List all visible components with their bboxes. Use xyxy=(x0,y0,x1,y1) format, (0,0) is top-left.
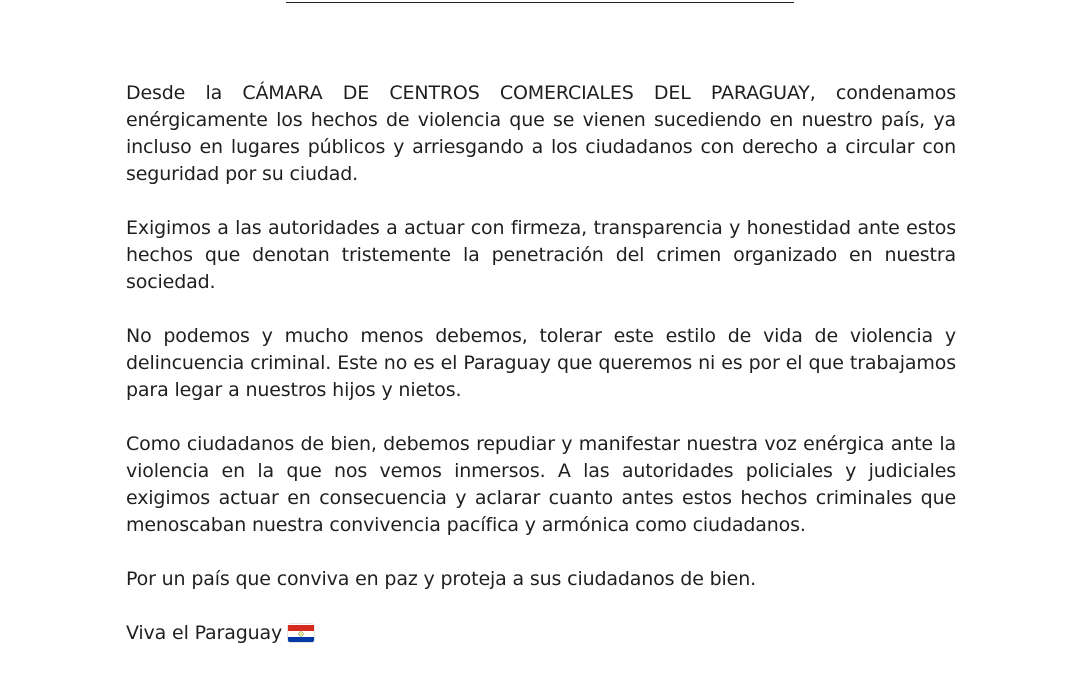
paragraph-1: Desde la CÁMARA DE CENTROS COMERCIALES DEL PARAGUAY, condenamos enérgicamente los hechos de violencia que se vienen sucediendo en nuestro país, ya incluso en lugares públicos y arriesgando a los ciudadanos con derecho a circular con seguridad por su ciudad. xyxy=(126,82,956,185)
paragraph-2: Exigimos a las autoridades a actuar con firmeza, transparencia y honestidad ante estos hechos que denotan tristemente la penetración del crimen organizado en nuestra sociedad. xyxy=(126,217,956,293)
paragraph-5: Por un país que conviva en paz y proteja a sus ciudadanos de bien. xyxy=(126,568,756,590)
paraguay-flag-icon xyxy=(288,624,314,642)
statement-body xyxy=(126,80,956,647)
top-divider xyxy=(286,2,794,3)
closing-text: Viva el Paraguay xyxy=(126,622,283,644)
paragraph-4: Como ciudadanos de bien, debemos repudiar y manifestar nuestra voz enérgica ante la violencia en la que nos vemos inmersos. A las autoridades policiales y judiciales exigimos actuar en consecuencia y aclarar cuanto antes estos hechos criminales que menoscaban nuestra convivencia pacífica y armónica como ciudadanos. xyxy=(126,433,956,536)
closing-line xyxy=(126,620,956,647)
paragraph-3: No podemos y mucho menos debemos, tolerar este estilo de vida de violencia y delincuencia criminal. Este no es el Paraguay que queremos ni es por el que trabajamos para legar a nuestros hijos y nietos. xyxy=(126,325,956,401)
